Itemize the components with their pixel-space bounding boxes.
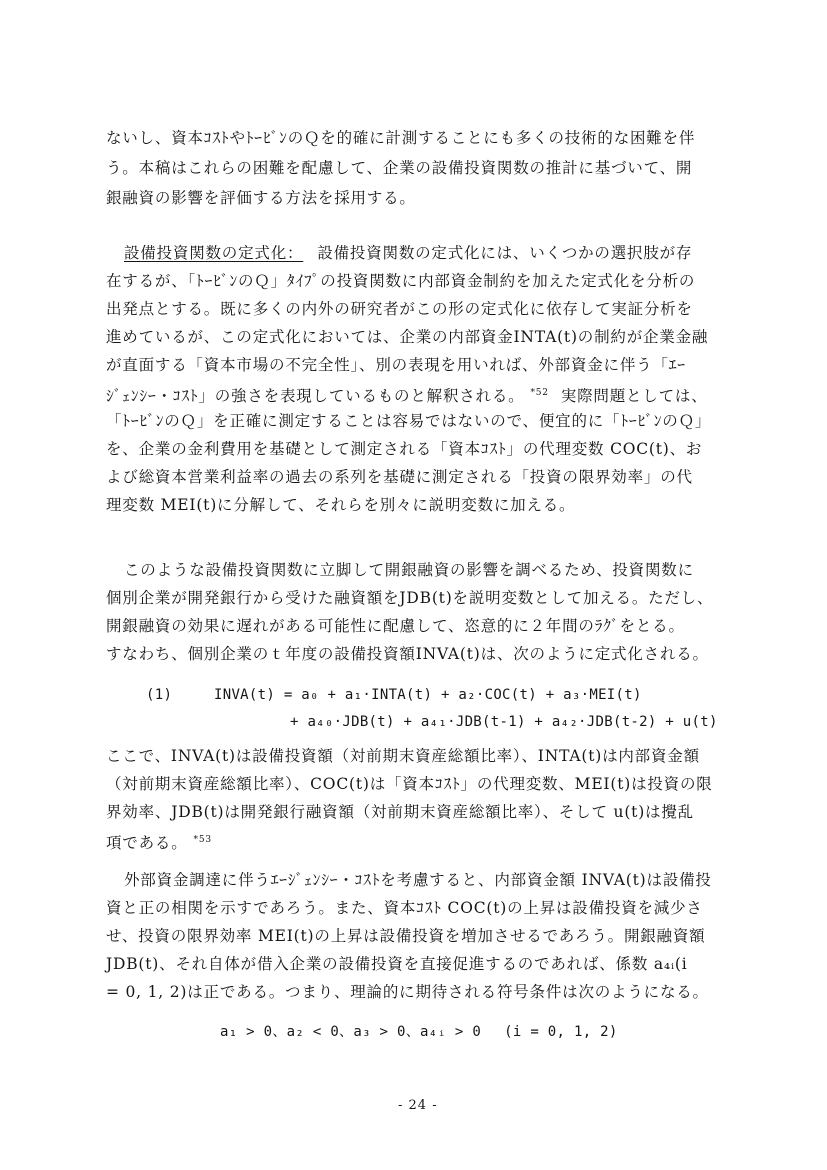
section-heading-line (124, 243, 692, 263)
text-line: 設備投資関数の定式化には、いくつかの選択肢が存 (317, 244, 693, 262)
text-line: 出発点とする。既に多くの内外の研究者がこの形の定式化に依存して実証分析を (106, 300, 693, 318)
section-heading: 設備投資関数の定式化： (124, 244, 304, 262)
text-line: 在するが、「ﾄｰﾋﾞﾝのＱ」ﾀｲﾌﾟの投資関数に内部資金制約を加えた定式化を分析の (106, 272, 696, 290)
text-line: 「ﾄｰﾋﾞﾝのＱ」を正確に測定することは容易ではないので、便宜的に「ﾄｰﾋﾞﾝのＱ」 (106, 412, 712, 430)
text-line: せ、投資の限界効率 MEI(t)の上昇は設備投資を増加させるであろう。開銀融資額 (106, 927, 706, 945)
text-line: よび総資本営業利益率の過去の系列を基礎に測定される「投資の限界効率」の代 (106, 468, 693, 486)
sign-conditions: a₁ > 0、a₂ < 0、a₃ > 0、a₄ᵢ > 0 (i = 0, 1, 2) (220, 1024, 618, 1040)
text-line (106, 830, 212, 853)
text-line: 理変数 MEI(t)に分解して、それらを別々に説明変数に加える。 (106, 496, 576, 514)
text-line: （対前期末資産総額比率）、COC(t)は「資本ｺｽﾄ」の代理変数、MEI(t)は投資の限 (106, 775, 713, 793)
text-line: ｼﾞｪﾝｼｰ・ｺｽﾄ」の強さを表現しているものと解釈される。 $^{*52}$ 実際問題としては、 (106, 387, 708, 406)
text-line: 外部資金調達に伴うｴｰｼﾞｪﾝｼｰ・ｺｽﾄを考慮すると、内部資金額 INVA(t)は設備投 (124, 871, 712, 889)
text-line: ここで、INVA(t)は設備投資額（対前期末資産総額比率）、INTA(t)は内部資金額 (106, 747, 700, 765)
text-line: を、企業の金利費用を基礎として測定される「資本ｺｽﾄ」の代理変数 COC(t)、お (106, 440, 703, 458)
text-line: すなわち、個別企業のｔ年度の設備投資額INVA(t)は、次のように定式化される。 (106, 645, 709, 663)
text-line-part: 項である。 $^{*53}$ (106, 834, 212, 853)
text-line: 開銀融資の効果に遅れがある可能性に配慮して、恣意的に２年間のﾗｸﾞをとる。 (106, 617, 685, 635)
equation-line-2: + a₄₀·JDB(t) + a₄₁·JDB(t-1) + a₄₂·JDB(t-2) + u(t) (290, 714, 718, 730)
text-line: JDB(t)、それ自体が借入企業の設備投資を直接促進するのであれば、係数 a₄ᵢ(i (106, 955, 688, 973)
text-line: う。本稿はこれらの困難を配慮して、企業の設備投資関数の推計に基づいて、開 (106, 159, 693, 177)
text-line: このような設備投資関数に立脚して開銀融資の影響を調べるため、投資関数に (124, 561, 694, 579)
text-line: 進めているが、この定式化においては、企業の内部資金INTA(t)の制約が企業金融 (106, 328, 709, 346)
page-number: - 24 - (398, 1098, 438, 1113)
text-line: ないし、資本ｺｽﾄやﾄｰﾋﾞﾝのＱを的確に計測することにも多くの技術的な困難を伴 (106, 129, 696, 147)
text-line: 銀融資の影響を評価する方法を採用する。 (106, 189, 416, 207)
equation-line-1: INVA(t) = a₀ + a₁·INTA(t) + a₂·COC(t) + a₃·MEI(t) (214, 687, 642, 703)
equation-number: (1) (146, 687, 173, 703)
text-line: 界効率、JDB(t)は開発銀行融資額（対前期末資産総額比率）、そして u(t)は攪乱 (106, 803, 694, 821)
text-line: 資と正の相関を示すであろう。また、資本ｺｽﾄ COC(t)の上昇は設備投資を減少さ (106, 899, 703, 917)
footnote-marker: *52 (530, 388, 549, 398)
footnote-marker: *53 (193, 835, 212, 845)
text-line: が直面する「資本市場の不完全性」、別の表現を用いれば、外部資金に伴う「ｴｰ (106, 356, 686, 374)
text-line: = 0, 1, 2)は正である。つまり、理論的に期待される符号条件は次のようになる。 (106, 983, 709, 1001)
text-line-part: 実際問題としては、 (560, 387, 708, 406)
text-line: 個別企業が開発銀行から受けた融資額をJDB(t)を説明変数として加える。ただし、 (106, 589, 714, 607)
